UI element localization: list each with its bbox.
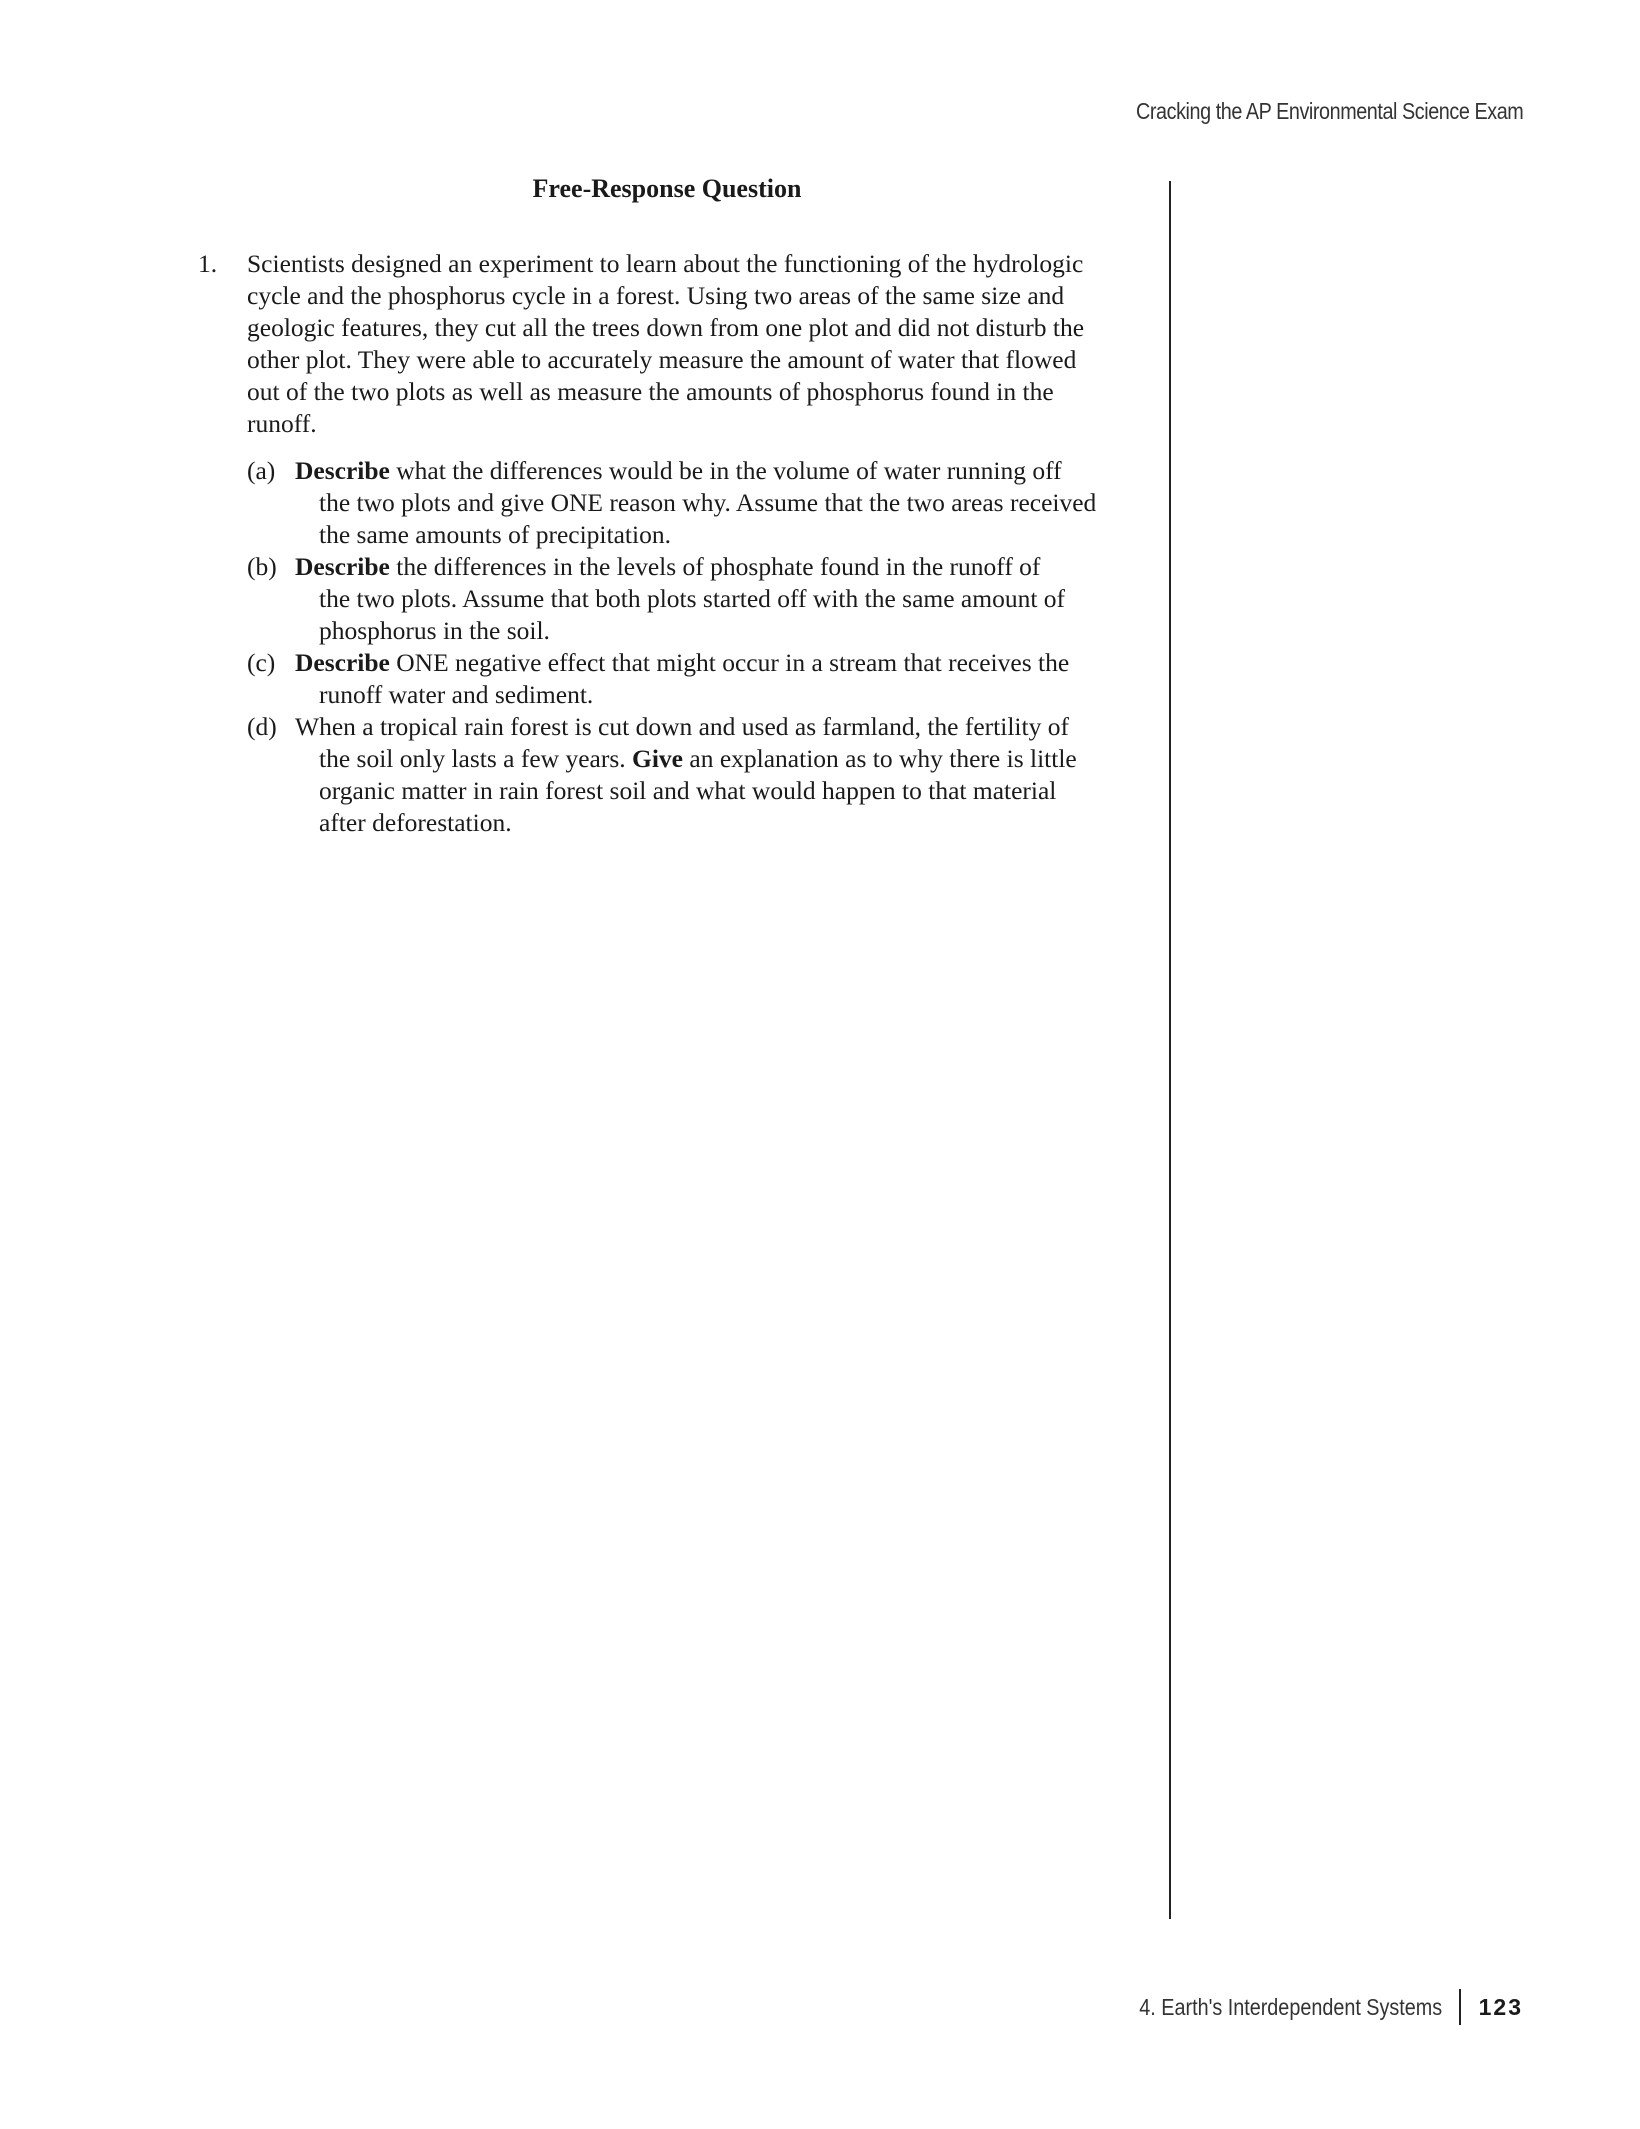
part-d-line: When a tropical rain forest is cut down and used as farmland, the fertility of (295, 712, 1069, 741)
part-b-line: the two plots. Assume that both plots started off with the same amount of (319, 584, 1066, 613)
part-a-line (295, 455, 1062, 487)
page-number: 123 (1478, 1993, 1523, 2020)
part-d-text: the soil only lasts a few years. (319, 744, 633, 773)
part-a-label: (a) (247, 456, 276, 485)
question-line: runoff. (247, 409, 317, 438)
part-b-verb: Describe (295, 552, 390, 581)
part-b-label: (b) (247, 552, 277, 581)
question-line: cycle and the phosphorus cycle in a forest. Using two areas of the same size and (247, 281, 1065, 310)
part-b-line: phosphorus in the soil. (319, 616, 550, 645)
part-c-verb: Describe (295, 648, 390, 677)
part-a-line: the two plots and give ONE reason why. Assume that the two areas received (319, 488, 1097, 517)
part-a-verb: Describe (295, 456, 390, 485)
part-d-line: after deforestation. (319, 808, 512, 837)
part-d-line (319, 743, 1077, 775)
question-line: out of the two plots as well as measure the amounts of phosphorus found in the (247, 377, 1054, 406)
part-b-text: the differences in the levels of phosphate found in the runoff of (389, 552, 1041, 581)
margin-rule (1169, 181, 1171, 1919)
question-number: 1. (198, 249, 218, 278)
page-footer (1090, 1990, 1523, 2024)
question-line: other plot. They were able to accurately measure the amount of water that flowed (247, 345, 1077, 374)
question-line: Scientists designed an experiment to learn about the functioning of the hydrologic (247, 249, 1084, 278)
part-c-label: (c) (247, 648, 276, 677)
part-c-line: runoff water and sediment. (319, 680, 594, 709)
part-a-line: the same amounts of precipitation. (319, 520, 671, 549)
section-title: Free-Response Question (532, 174, 802, 203)
chapter-title: 4. Earth's Interdependent Systems (1139, 1993, 1443, 2020)
part-d-verb: Give (632, 744, 684, 773)
part-c-text: ONE negative effect that might occur in a stream that receives the (389, 648, 1070, 677)
part-d-label: (d) (247, 712, 277, 741)
part-b-line (295, 551, 1040, 583)
question-line: geologic features, they cut all the trees down from one plot and did not disturb the (247, 313, 1085, 342)
running-head: Cracking the AP Environmental Science Exam (1135, 98, 1523, 124)
part-a-text: what the differences would be in the volume of water running off (389, 456, 1062, 485)
part-c-line (295, 647, 1069, 679)
footer-divider (1459, 1989, 1461, 2025)
part-d-line: organic matter in rain forest soil and what would happen to that material (319, 776, 1057, 805)
part-d-text: an explanation as to why there is little (683, 744, 1077, 773)
